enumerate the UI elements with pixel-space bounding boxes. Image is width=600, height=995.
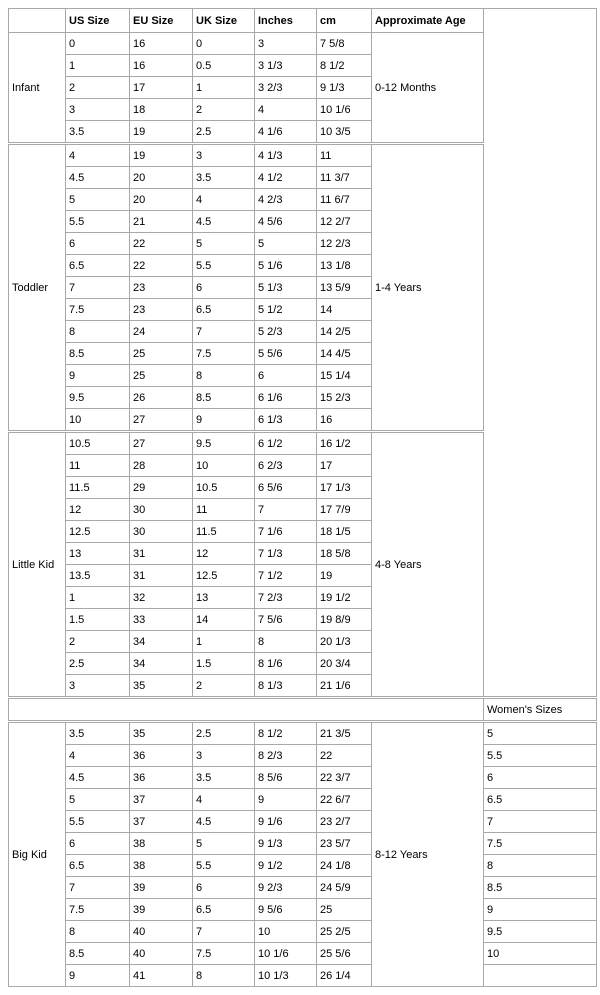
size-cell-eu: 20 xyxy=(130,167,193,189)
size-cell-uk: 2 xyxy=(193,675,255,698)
table-row xyxy=(9,877,597,899)
size-cell-inches: 7 2/3 xyxy=(255,587,317,609)
womens-size-cell: 9 xyxy=(484,899,597,921)
size-cell-inches: 5 1/6 xyxy=(255,255,317,277)
size-cell-us: 12 xyxy=(66,499,130,521)
category-cell: Big Kid xyxy=(9,722,66,987)
size-cell-uk: 8.5 xyxy=(193,387,255,409)
size-cell-eu: 36 xyxy=(130,745,193,767)
size-cell-inches: 7 5/6 xyxy=(255,609,317,631)
size-cell-inches: 6 2/3 xyxy=(255,455,317,477)
size-cell-uk: 7 xyxy=(193,921,255,943)
womens-column-spacer-cell xyxy=(484,9,597,698)
size-cell-inches: 5 xyxy=(255,233,317,255)
womens-size-cell: 7.5 xyxy=(484,833,597,855)
size-cell-inches: 8 5/6 xyxy=(255,767,317,789)
size-cell-cm: 19 xyxy=(317,565,372,587)
womens-size-cell: 8 xyxy=(484,855,597,877)
size-chart-table xyxy=(8,8,597,987)
size-cell-uk: 7.5 xyxy=(193,943,255,965)
size-cell-uk: 5 xyxy=(193,833,255,855)
size-cell-eu: 24 xyxy=(130,321,193,343)
age-cell: 1-4 Years xyxy=(372,144,484,432)
size-cell-cm: 12 2/3 xyxy=(317,233,372,255)
size-cell-eu: 16 xyxy=(130,33,193,55)
size-cell-inches: 9 5/6 xyxy=(255,899,317,921)
size-cell-us: 7.5 xyxy=(66,899,130,921)
size-cell-uk: 8 xyxy=(193,365,255,387)
corner-header-cell xyxy=(9,9,66,33)
size-cell-eu: 16 xyxy=(130,55,193,77)
size-cell-inches: 8 1/6 xyxy=(255,653,317,675)
table-row xyxy=(9,833,597,855)
size-cell-us: 9 xyxy=(66,965,130,987)
size-cell-us: 3.5 xyxy=(66,121,130,144)
size-cell-eu: 23 xyxy=(130,277,193,299)
size-cell-us: 9.5 xyxy=(66,387,130,409)
age-cell: 8-12 Years xyxy=(372,722,484,987)
size-cell-cm: 23 2/7 xyxy=(317,811,372,833)
size-cell-cm: 22 6/7 xyxy=(317,789,372,811)
category-cell: Infant xyxy=(9,33,66,144)
womens-size-cell: 8.5 xyxy=(484,877,597,899)
size-cell-cm: 13 1/8 xyxy=(317,255,372,277)
size-cell-cm: 25 5/6 xyxy=(317,943,372,965)
size-cell-eu: 38 xyxy=(130,855,193,877)
size-cell-us: 6 xyxy=(66,833,130,855)
size-cell-eu: 27 xyxy=(130,432,193,455)
size-cell-us: 2 xyxy=(66,631,130,653)
size-cell-inches: 7 1/6 xyxy=(255,521,317,543)
size-cell-cm: 12 2/7 xyxy=(317,211,372,233)
size-cell-uk: 9 xyxy=(193,409,255,432)
size-cell-us: 6.5 xyxy=(66,255,130,277)
size-cell-uk: 11.5 xyxy=(193,521,255,543)
size-cell-us: 6 xyxy=(66,233,130,255)
size-cell-inches: 5 1/2 xyxy=(255,299,317,321)
table-row xyxy=(9,789,597,811)
size-cell-inches: 3 xyxy=(255,33,317,55)
size-cell-cm: 11 6/7 xyxy=(317,189,372,211)
womens-size-cell xyxy=(484,965,597,987)
womens-size-cell: 5.5 xyxy=(484,745,597,767)
size-cell-inches: 8 xyxy=(255,631,317,653)
size-cell-uk: 4 xyxy=(193,189,255,211)
column-header-uk-size: UK Size xyxy=(193,9,255,33)
size-cell-inches: 4 2/3 xyxy=(255,189,317,211)
size-cell-eu: 31 xyxy=(130,565,193,587)
size-cell-cm: 15 1/4 xyxy=(317,365,372,387)
size-cell-inches: 3 2/3 xyxy=(255,77,317,99)
size-cell-eu: 29 xyxy=(130,477,193,499)
size-cell-cm: 25 xyxy=(317,899,372,921)
size-cell-uk: 13 xyxy=(193,587,255,609)
table-row xyxy=(9,921,597,943)
size-cell-cm: 9 1/3 xyxy=(317,77,372,99)
size-cell-eu: 41 xyxy=(130,965,193,987)
size-cell-eu: 32 xyxy=(130,587,193,609)
size-cell-cm: 18 1/5 xyxy=(317,521,372,543)
size-cell-us: 4.5 xyxy=(66,767,130,789)
size-cell-us: 10 xyxy=(66,409,130,432)
size-cell-inches: 8 1/2 xyxy=(255,722,317,745)
size-cell-us: 11.5 xyxy=(66,477,130,499)
size-cell-inches: 6 xyxy=(255,365,317,387)
size-cell-cm: 11 3/7 xyxy=(317,167,372,189)
size-cell-cm: 17 7/9 xyxy=(317,499,372,521)
size-cell-eu: 20 xyxy=(130,189,193,211)
size-cell-uk: 2.5 xyxy=(193,121,255,144)
size-cell-inches: 4 1/2 xyxy=(255,167,317,189)
size-cell-us: 4 xyxy=(66,745,130,767)
size-cell-eu: 40 xyxy=(130,921,193,943)
size-cell-cm: 15 2/3 xyxy=(317,387,372,409)
size-cell-inches: 7 xyxy=(255,499,317,521)
size-cell-uk: 4.5 xyxy=(193,811,255,833)
size-cell-cm: 7 5/8 xyxy=(317,33,372,55)
size-cell-cm: 25 2/5 xyxy=(317,921,372,943)
womens-size-cell: 7 xyxy=(484,811,597,833)
size-cell-inches: 8 2/3 xyxy=(255,745,317,767)
size-cell-us: 4 xyxy=(66,144,130,167)
size-cell-us: 1 xyxy=(66,55,130,77)
size-cell-eu: 38 xyxy=(130,833,193,855)
table-row xyxy=(9,943,597,965)
size-cell-eu: 34 xyxy=(130,631,193,653)
size-cell-inches: 4 1/3 xyxy=(255,144,317,167)
size-cell-eu: 36 xyxy=(130,767,193,789)
size-cell-eu: 21 xyxy=(130,211,193,233)
size-cell-eu: 25 xyxy=(130,343,193,365)
size-cell-eu: 34 xyxy=(130,653,193,675)
column-header-cm: cm xyxy=(317,9,372,33)
size-cell-uk: 8 xyxy=(193,965,255,987)
column-header-us-size: US Size xyxy=(66,9,130,33)
table-row xyxy=(9,767,597,789)
size-cell-uk: 5 xyxy=(193,233,255,255)
size-cell-eu: 33 xyxy=(130,609,193,631)
size-cell-cm: 19 1/2 xyxy=(317,587,372,609)
size-cell-eu: 22 xyxy=(130,233,193,255)
size-cell-cm: 11 xyxy=(317,144,372,167)
size-cell-uk: 5.5 xyxy=(193,855,255,877)
size-cell-cm: 24 1/8 xyxy=(317,855,372,877)
size-cell-cm: 19 8/9 xyxy=(317,609,372,631)
size-cell-inches: 3 1/3 xyxy=(255,55,317,77)
size-cell-us: 7 xyxy=(66,277,130,299)
size-cell-cm: 14 2/5 xyxy=(317,321,372,343)
size-cell-eu: 17 xyxy=(130,77,193,99)
size-cell-uk: 2.5 xyxy=(193,722,255,745)
womens-size-cell: 6.5 xyxy=(484,789,597,811)
category-cell: Toddler xyxy=(9,144,66,432)
size-cell-eu: 35 xyxy=(130,675,193,698)
size-cell-uk: 0 xyxy=(193,33,255,55)
size-cell-inches: 6 1/3 xyxy=(255,409,317,432)
size-cell-us: 5 xyxy=(66,189,130,211)
size-cell-eu: 18 xyxy=(130,99,193,121)
size-cell-eu: 39 xyxy=(130,899,193,921)
column-header-eu-size: EU Size xyxy=(130,9,193,33)
size-cell-us: 12.5 xyxy=(66,521,130,543)
size-cell-inches: 10 xyxy=(255,921,317,943)
size-cell-eu: 19 xyxy=(130,144,193,167)
size-cell-cm: 17 xyxy=(317,455,372,477)
size-cell-eu: 37 xyxy=(130,789,193,811)
size-cell-uk: 1 xyxy=(193,631,255,653)
size-cell-eu: 40 xyxy=(130,943,193,965)
size-cell-cm: 8 1/2 xyxy=(317,55,372,77)
size-cell-cm: 24 5/9 xyxy=(317,877,372,899)
size-cell-cm: 20 3/4 xyxy=(317,653,372,675)
age-cell: 0-12 Months xyxy=(372,33,484,144)
size-cell-cm: 10 1/6 xyxy=(317,99,372,121)
size-cell-uk: 1 xyxy=(193,77,255,99)
size-cell-uk: 1.5 xyxy=(193,653,255,675)
womens-sizes-separator-row xyxy=(9,698,597,722)
size-cell-us: 0 xyxy=(66,33,130,55)
size-cell-eu: 23 xyxy=(130,299,193,321)
size-cell-inches: 9 1/6 xyxy=(255,811,317,833)
size-cell-uk: 9.5 xyxy=(193,432,255,455)
size-cell-eu: 30 xyxy=(130,521,193,543)
size-cell-us: 8.5 xyxy=(66,943,130,965)
size-cell-uk: 6 xyxy=(193,277,255,299)
size-cell-eu: 25 xyxy=(130,365,193,387)
size-cell-us: 8 xyxy=(66,921,130,943)
table-row xyxy=(9,745,597,767)
column-header-inches: Inches xyxy=(255,9,317,33)
size-cell-inches: 5 1/3 xyxy=(255,277,317,299)
size-cell-inches: 10 1/6 xyxy=(255,943,317,965)
size-cell-inches: 10 1/3 xyxy=(255,965,317,987)
size-cell-cm: 14 xyxy=(317,299,372,321)
size-cell-uk: 3.5 xyxy=(193,767,255,789)
size-cell-uk: 5.5 xyxy=(193,255,255,277)
size-cell-cm: 26 1/4 xyxy=(317,965,372,987)
size-cell-cm: 16 xyxy=(317,409,372,432)
size-cell-cm: 21 1/6 xyxy=(317,675,372,698)
womens-size-cell: 6 xyxy=(484,767,597,789)
size-cell-uk: 6 xyxy=(193,877,255,899)
size-cell-inches: 4 1/6 xyxy=(255,121,317,144)
size-cell-uk: 6.5 xyxy=(193,899,255,921)
size-cell-eu: 26 xyxy=(130,387,193,409)
size-cell-eu: 27 xyxy=(130,409,193,432)
table-row xyxy=(9,811,597,833)
size-cell-us: 5.5 xyxy=(66,811,130,833)
size-cell-eu: 22 xyxy=(130,255,193,277)
size-cell-cm: 16 1/2 xyxy=(317,432,372,455)
size-cell-inches: 5 2/3 xyxy=(255,321,317,343)
size-cell-us: 2 xyxy=(66,77,130,99)
size-cell-inches: 4 5/6 xyxy=(255,211,317,233)
size-cell-inches: 4 xyxy=(255,99,317,121)
size-cell-us: 1.5 xyxy=(66,609,130,631)
size-cell-cm: 18 5/8 xyxy=(317,543,372,565)
size-cell-inches: 9 2/3 xyxy=(255,877,317,899)
size-cell-uk: 3 xyxy=(193,745,255,767)
size-cell-cm: 10 3/5 xyxy=(317,121,372,144)
separator-blank-cell xyxy=(9,698,484,722)
size-cell-us: 1 xyxy=(66,587,130,609)
size-cell-uk: 7 xyxy=(193,321,255,343)
size-cell-inches: 7 1/2 xyxy=(255,565,317,587)
size-cell-uk: 10.5 xyxy=(193,477,255,499)
size-cell-us: 7 xyxy=(66,877,130,899)
size-cell-inches: 6 5/6 xyxy=(255,477,317,499)
size-cell-uk: 12.5 xyxy=(193,565,255,587)
size-cell-us: 2.5 xyxy=(66,653,130,675)
header-row xyxy=(9,9,597,33)
size-cell-inches: 6 1/2 xyxy=(255,432,317,455)
size-cell-eu: 35 xyxy=(130,722,193,745)
table-row xyxy=(9,899,597,921)
size-cell-us: 3 xyxy=(66,675,130,698)
size-cell-us: 13 xyxy=(66,543,130,565)
size-cell-us: 5 xyxy=(66,789,130,811)
size-cell-cm: 20 1/3 xyxy=(317,631,372,653)
size-cell-us: 5.5 xyxy=(66,211,130,233)
size-cell-uk: 3 xyxy=(193,144,255,167)
size-cell-inches: 8 1/3 xyxy=(255,675,317,698)
table-row xyxy=(9,965,597,987)
size-cell-cm: 22 3/7 xyxy=(317,767,372,789)
category-cell: Little Kid xyxy=(9,432,66,698)
size-cell-eu: 39 xyxy=(130,877,193,899)
size-cell-uk: 10 xyxy=(193,455,255,477)
size-cell-us: 9 xyxy=(66,365,130,387)
size-cell-us: 8.5 xyxy=(66,343,130,365)
size-cell-uk: 11 xyxy=(193,499,255,521)
size-cell-uk: 6.5 xyxy=(193,299,255,321)
size-cell-us: 3.5 xyxy=(66,722,130,745)
size-cell-cm: 22 xyxy=(317,745,372,767)
size-cell-cm: 13 5/9 xyxy=(317,277,372,299)
size-cell-eu: 31 xyxy=(130,543,193,565)
womens-size-cell: 9.5 xyxy=(484,921,597,943)
size-cell-uk: 12 xyxy=(193,543,255,565)
size-cell-eu: 37 xyxy=(130,811,193,833)
size-cell-inches: 9 1/3 xyxy=(255,833,317,855)
size-cell-inches: 6 1/6 xyxy=(255,387,317,409)
size-cell-eu: 28 xyxy=(130,455,193,477)
size-cell-us: 11 xyxy=(66,455,130,477)
column-header-approximate-age: Approximate Age xyxy=(372,9,484,33)
size-cell-inches: 7 1/3 xyxy=(255,543,317,565)
size-cell-cm: 14 4/5 xyxy=(317,343,372,365)
size-cell-uk: 0.5 xyxy=(193,55,255,77)
size-cell-inches: 5 5/6 xyxy=(255,343,317,365)
size-cell-uk: 4 xyxy=(193,789,255,811)
size-cell-us: 4.5 xyxy=(66,167,130,189)
size-cell-inches: 9 1/2 xyxy=(255,855,317,877)
size-cell-cm: 23 5/7 xyxy=(317,833,372,855)
size-cell-cm: 21 3/5 xyxy=(317,722,372,745)
age-cell: 4-8 Years xyxy=(372,432,484,698)
size-cell-us: 7.5 xyxy=(66,299,130,321)
womens-size-cell: 10 xyxy=(484,943,597,965)
size-cell-us: 6.5 xyxy=(66,855,130,877)
size-cell-uk: 3.5 xyxy=(193,167,255,189)
size-cell-us: 13.5 xyxy=(66,565,130,587)
size-cell-eu: 19 xyxy=(130,121,193,144)
size-cell-eu: 30 xyxy=(130,499,193,521)
size-cell-cm: 17 1/3 xyxy=(317,477,372,499)
table-row xyxy=(9,855,597,877)
womens-sizes-header: Women's Sizes xyxy=(484,698,597,722)
table-row xyxy=(9,722,597,745)
size-cell-uk: 4.5 xyxy=(193,211,255,233)
size-cell-uk: 7.5 xyxy=(193,343,255,365)
size-cell-us: 8 xyxy=(66,321,130,343)
size-cell-inches: 9 xyxy=(255,789,317,811)
size-cell-us: 10.5 xyxy=(66,432,130,455)
womens-size-cell: 5 xyxy=(484,722,597,745)
size-cell-uk: 2 xyxy=(193,99,255,121)
size-cell-us: 3 xyxy=(66,99,130,121)
size-cell-uk: 14 xyxy=(193,609,255,631)
